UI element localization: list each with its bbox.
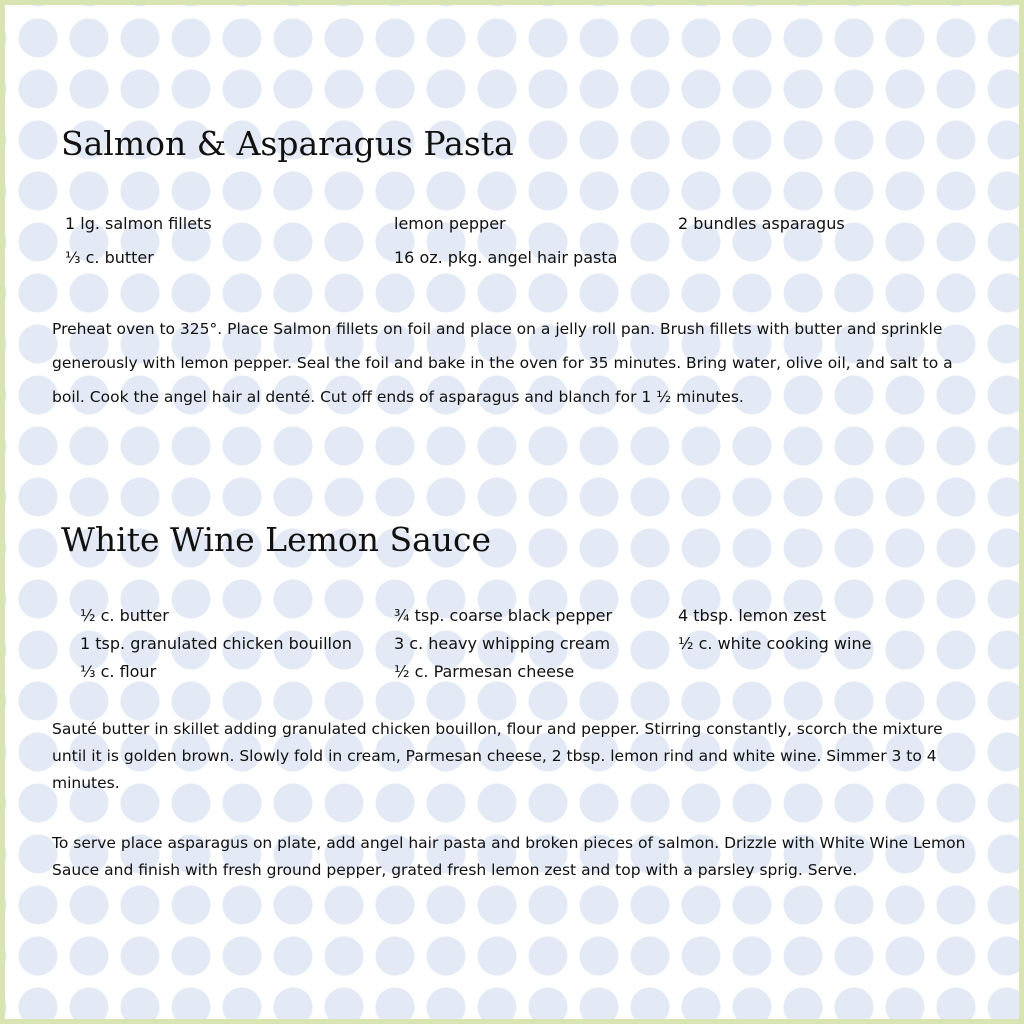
ingredient-parmesan: ½ c. Parmesan cheese: [394, 662, 575, 681]
recipe-directions-salmon: Preheat oven to 325°. Place Salmon fillets on foil and place on a jelly roll pan. Brush fillets with butter and sprinkle generously with lemon pepper. Seal the foil and bake in the oven for 35 minutes. Bring water, olive oil, and salt to a boil. Cook the angel hair al denté. Cut off ends of asparagus and blanch for 1 ½ minutes.: [52, 320, 953, 406]
ingredient-whipping-cream: 3 c. heavy whipping cream: [394, 634, 611, 653]
ingredient-white-wine: ½ c. white cooking wine: [678, 634, 872, 653]
ingredient-black-pepper: ¾ tsp. coarse black pepper: [394, 606, 613, 625]
recipe-title-sauce: White Wine Lemon Sauce: [61, 520, 492, 559]
ingredient-flour: ⅓ c. flour: [80, 662, 157, 681]
serving-instructions: To serve place asparagus on plate, add angel hair pasta and broken pieces of salmon. Drizzle with White Wine Lemon Sauce and finish with fresh ground pepper, grated fresh lemon zest and top with a parsley sprig. Serve.: [52, 834, 966, 879]
ingredient-lemon-pepper: lemon pepper: [394, 214, 506, 233]
ingredient-asparagus: 2 bundles asparagus: [678, 214, 845, 233]
recipe-directions-sauce: Sauté butter in skillet adding granulated chicken bouillon, flour and pepper. Stirring constantly, scorch the mixture until it is golden brown. Slowly fold in cream, Parmesan cheese, 2 tbsp. lemon rind and white wine. Simmer 3 to 4 minutes.: [52, 720, 943, 792]
ingredient-salmon-fillets: 1 lg. salmon fillets: [65, 214, 212, 233]
ingredient-sauce-butter: ½ c. butter: [80, 606, 169, 625]
ingredient-angel-hair-pasta: 16 oz. pkg. angel hair pasta: [394, 248, 618, 267]
ingredient-butter: ⅓ c. butter: [65, 248, 154, 267]
ingredient-chicken-bouillon: 1 tsp. granulated chicken bouillon: [80, 634, 352, 653]
recipe-title-salmon: Salmon & Asparagus Pasta: [61, 124, 514, 163]
ingredient-lemon-zest: 4 tbsp. lemon zest: [678, 606, 827, 625]
